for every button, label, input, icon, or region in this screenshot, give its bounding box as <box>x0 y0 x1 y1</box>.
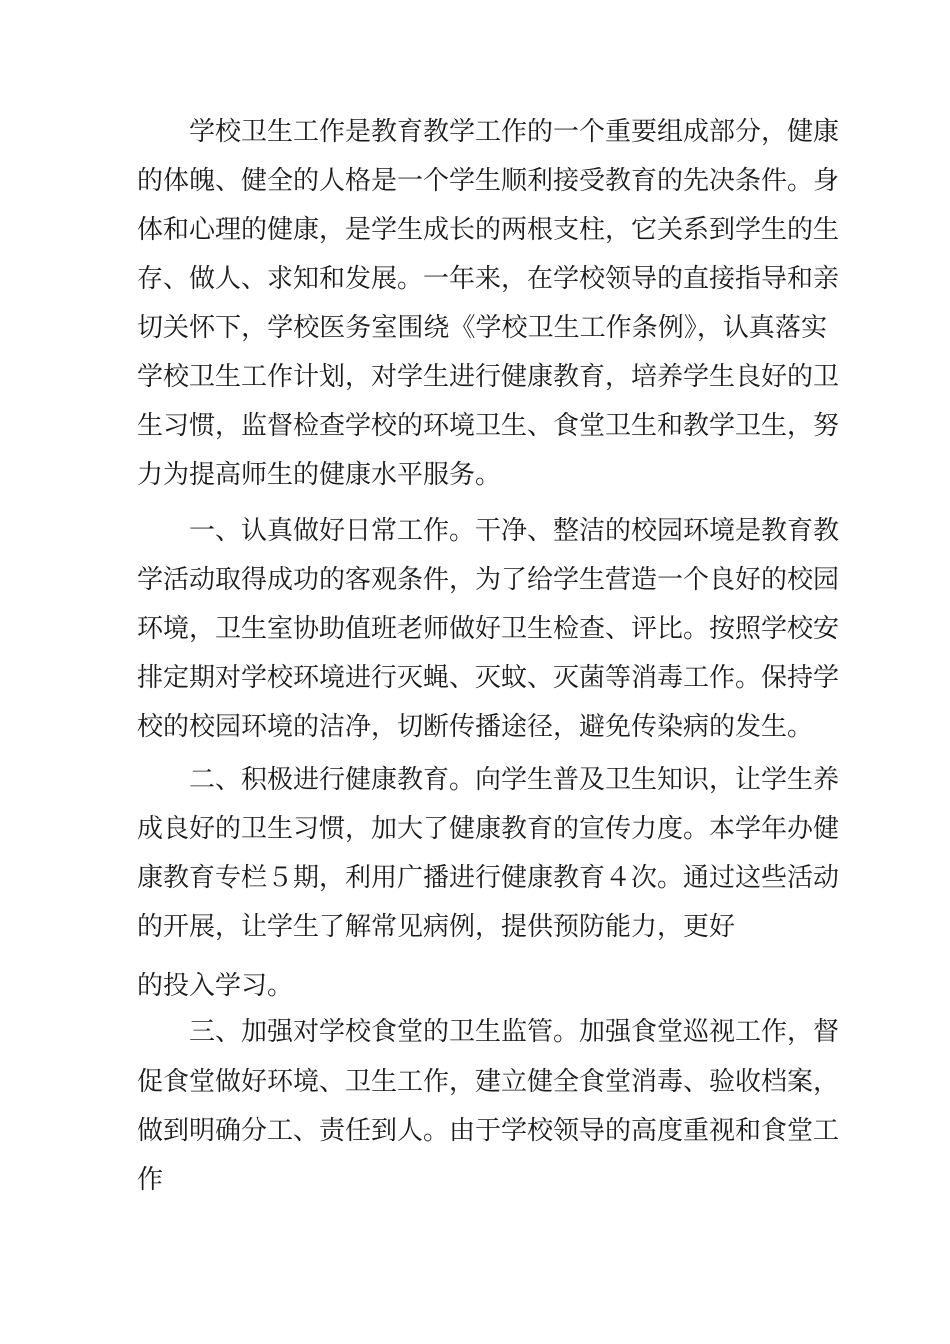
text-line: 做到明确分工、责任到人。由于学校领导的高度重视和食堂工 <box>137 1116 840 1146</box>
text-line: 作 <box>137 1165 164 1195</box>
text-line: 环境，卫生室协助值班老师做好卫生检查、评比。按照学校安 <box>137 614 840 644</box>
text-line: 的投入学习。 <box>137 971 294 1001</box>
text-line: 体和心理的健康，是学生成长的两根支柱，它关系到学生的生 <box>137 215 840 245</box>
text-line: 康教育专栏５期，利用广播进行健康教育４次。通过这些活动 <box>137 863 840 893</box>
text-line: 存、做人、求知和发展。一年来，在学校领导的直接指导和亲 <box>137 264 840 294</box>
text-line: 切关怀下，学校医务室围绕《学校卫生工作条例》，认真落实 <box>137 313 827 343</box>
text-line: 学校卫生工作是教育教学工作的一个重要组成部分，健康 <box>189 117 840 147</box>
text-line: 校的校园环境的洁净，切断传播途径，避免传染病的发生。 <box>137 712 814 742</box>
text-line: 一、认真做好日常工作。干净、整洁的校园环境是教育教 <box>189 516 840 546</box>
text-line: 的体魄、健全的人格是一个学生顺利接受教育的先决条件。身 <box>137 166 840 196</box>
text-line: 排定期对学校环境进行灭蝇、灭蚊、灭菌等消毒工作。保持学 <box>137 663 840 693</box>
text-line: 三、加强对学校食堂的卫生监管。加强食堂巡视工作，督 <box>189 1017 840 1047</box>
text-line: 的开展，让学生了解常见病例，提供预防能力，更好 <box>137 912 736 942</box>
text-line: 力为提高师生的健康水平服务。 <box>137 460 502 490</box>
text-line: 生习惯，监督检查学校的环境卫生、食堂卫生和教学卫生，努 <box>137 411 840 441</box>
text-line: 成良好的卫生习惯，加大了健康教育的宣传力度。本学年办健 <box>137 814 840 844</box>
text-line: 促食堂做好环境、卫生工作，建立健全食堂消毒、验收档案， <box>137 1067 840 1097</box>
text-line: 学活动取得成功的客观条件，为了给学生营造一个良好的校园 <box>137 565 840 595</box>
text-line: 二、积极进行健康教育。向学生普及卫生知识，让学生养 <box>189 765 840 795</box>
text-line: 学校卫生工作计划，对学生进行健康教育，培养学生良好的卫 <box>137 362 840 392</box>
